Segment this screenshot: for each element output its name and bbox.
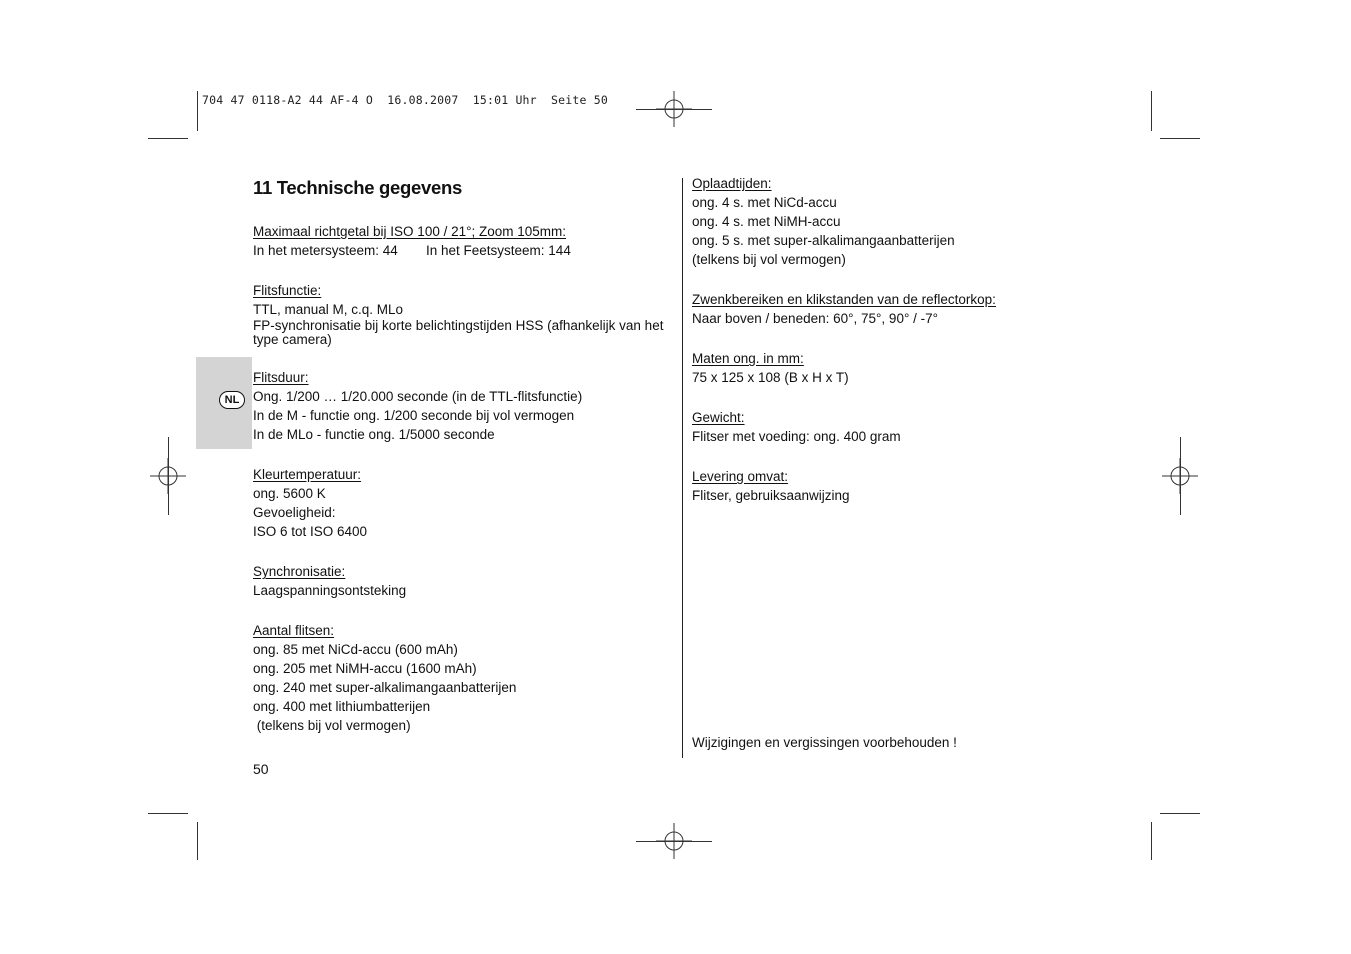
spec-line: ong. 400 met lithiumbatterijen — [253, 699, 431, 714]
spec-line: TTL, manual M, c.q. MLo — [253, 302, 404, 317]
crop-mark — [1160, 138, 1200, 139]
section-title: Levering omvat: — [692, 469, 789, 484]
column-divider — [682, 178, 683, 758]
page-title: 11 Technische gegevens — [253, 177, 462, 198]
spec-section-recycling-times — [692, 174, 1012, 269]
spec-line: ong. 4 s. met NiMH-accu — [692, 214, 841, 229]
page-number: 50 — [253, 761, 269, 777]
spec-section-flash-duration — [253, 368, 668, 444]
spec-line: (telkens bij vol vermogen) — [692, 252, 846, 267]
section-title: Oplaadtijden: — [692, 176, 772, 191]
spec-line: Flitser, gebruiksaanwijzing — [692, 488, 850, 503]
left-column — [253, 176, 668, 756]
guide-number-values — [253, 241, 668, 260]
section-title: Gewicht: — [692, 410, 745, 425]
spec-line: Naar boven / beneden: 60°, 75°, 90° / -7° — [692, 311, 939, 326]
section-title: Flitsfunctie: — [253, 283, 322, 298]
spec-line: ong. 5 s. met super-alkalimangaanbatterijen — [692, 233, 955, 248]
spec-section-color-temperature — [253, 465, 668, 541]
spec-line: In de M - functie ong. 1/200 seconde bij vol vermogen — [253, 408, 575, 423]
section-title: Flitsduur: — [253, 370, 309, 385]
crop-mark — [148, 138, 188, 139]
registration-tick — [1180, 437, 1181, 515]
feet-value: In het Feetsysteem: 144 — [426, 243, 571, 258]
language-badge: NL — [219, 391, 245, 409]
spec-line: Laagspanningsontsteking — [253, 583, 407, 598]
section-title: Maximaal richtgetal bij ISO 100 / 21°; Zoom 105mm: — [253, 224, 567, 239]
section-title: Aantal flitsen: — [253, 623, 335, 638]
spec-line: ong. 4 s. met NiCd-accu — [692, 195, 837, 210]
spec-line: ong. 240 met super-alkalimangaanbatterijen — [253, 680, 517, 695]
spec-section-guide-number — [253, 222, 668, 260]
spec-section-package-contents — [692, 467, 1012, 505]
spec-line: FP-synchronisatie bij korte belichtingstijden HSS (afhankelijk van het type camera) — [253, 318, 664, 347]
crop-mark — [197, 822, 198, 860]
spec-line: (telkens bij vol vermogen) — [253, 718, 411, 733]
spec-line: Flitser met voeding: ong. 400 gram — [692, 429, 901, 444]
section-title: Synchronisatie: — [253, 564, 346, 579]
section-title: Kleurtemperatuur: — [253, 467, 362, 482]
crop-mark — [1151, 822, 1152, 860]
section-title: Maten ong. in mm: — [692, 351, 804, 366]
print-slug-header: 704 47 0118-A2 44 AF-4 O 16.08.2007 15:01 Uhr Seite 50 — [202, 93, 609, 107]
spec-line: In de MLo - functie ong. 1/5000 seconde — [253, 427, 495, 442]
spec-section-synchronisation — [253, 562, 668, 600]
spec-section-weight — [692, 408, 1012, 446]
spec-section-swivel-range — [692, 290, 1012, 328]
spec-section-flash-count — [253, 621, 668, 735]
crop-mark — [197, 91, 198, 131]
registration-tick — [636, 109, 712, 110]
section-title: Zwenkbereiken en klikstanden van de reflectorkop: — [692, 292, 996, 307]
crop-mark — [1160, 813, 1200, 814]
spec-line: Ong. 1/200 … 1/20.000 seconde (in de TTL-flitsfunctie) — [253, 389, 583, 404]
spec-section-flash-modes — [253, 281, 668, 347]
spec-line: ong. 5600 K — [253, 486, 326, 501]
crop-mark — [1151, 91, 1152, 131]
spec-line: 75 x 125 x 108 (B x H x T) — [692, 370, 849, 385]
registration-tick — [168, 437, 169, 515]
spec-line: ong. 85 met NiCd-accu (600 mAh) — [253, 642, 458, 657]
crop-mark — [148, 813, 188, 814]
right-column — [692, 174, 1012, 526]
metric-value: In het metersysteem: 44 — [253, 243, 398, 258]
spec-line: Gevoeligheid: — [253, 505, 336, 520]
spec-section-dimensions — [692, 349, 1012, 387]
registration-tick — [636, 841, 712, 842]
spec-line: ong. 205 met NiMH-accu (1600 mAh) — [253, 661, 477, 676]
disclaimer-note: Wijzigingen en vergissingen voorbehouden ! — [692, 735, 957, 750]
spec-line: ISO 6 tot ISO 6400 — [253, 524, 368, 539]
